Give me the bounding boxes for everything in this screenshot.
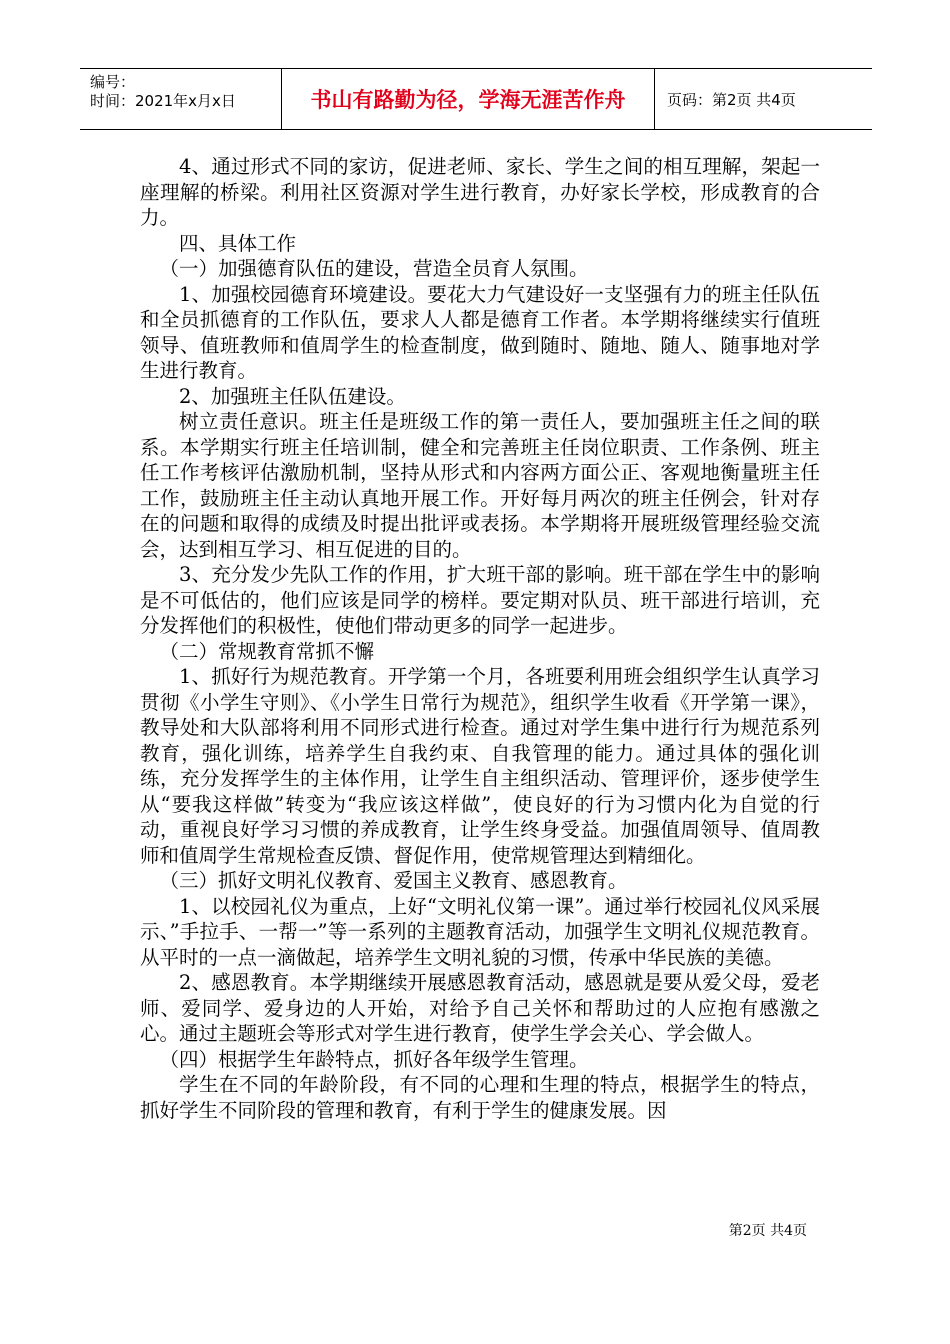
- header-page-label: 页码：第2页 共4页: [667, 90, 796, 109]
- paragraph: 2、加强班主任队伍建设。: [179, 384, 406, 408]
- paragraph: 1、加强校园德育环境建设。要花大力气建设好一支坚强有力的班主任队伍和全员抓德育的工作队伍，要求人人都是德育工作者。本学期将继续实行值班领导、值班教师和值周学生的检查制度，做到随时、随地、随人、随事地对学生进行教育。: [140, 282, 820, 382]
- subsection-heading: （三）抓好文明礼仪教育、爱国主义教育、感恩教育。: [159, 869, 628, 892]
- page-footer: 第2页 共4页: [728, 1223, 807, 1239]
- paragraph: 4、通过形式不同的家访，促进老师、家长、学生之间的相互理解，架起一座理解的桥梁。利用社区资源对学生进行教育，办好家长学校，形成教育的合力。: [140, 155, 820, 229]
- document-body: [140, 154, 820, 1123]
- subsection-heading: （二）常规教育常抓不懈: [159, 639, 375, 663]
- paragraph: 学生在不同的年龄阶段，有不同的心理和生理的特点，根据学生的特点，抓好学生不同阶段的管理和教育，有利于学生的健康发展。因: [140, 1073, 820, 1122]
- section-heading: 四、具体工作: [179, 231, 297, 255]
- paragraph: 3、充分发少先队工作的作用，扩大班干部的影响。班干部在学生中的影响是不可低估的，他们应该是同学的榜样。要定期对队员、班干部进行培训，充分发挥他们的积极性，使他们带动更多的同学一起进步。: [140, 563, 820, 637]
- paragraph: 2、感恩教育。本学期继续开展感恩教育活动，感恩就是要从爱父母，爱老师、爱同学、爱身边的人开始，对给予自己关怀和帮助过的人应抱有感激之心。通过主题班会等形式对学生进行教育，使学生学会关心、学会做人。: [140, 971, 820, 1045]
- page-header: [80, 68, 872, 130]
- subsection-heading: （一）加强德育队伍的建设，营造全员育人氛围。: [159, 257, 589, 280]
- time-label: 时间：2021年x月x日: [90, 92, 236, 110]
- header-meta: [80, 69, 282, 129]
- paragraph: 1、抓好行为规范教育。开学第一个月，各班要利用班会组织学生认真学习贯彻《小学生守则》、《小学生日常行为规范》，组织学生收看《开学第一课》，教导处和大队部将利用不同形式进行检查。通过对学生集中进行行为规范系列教育，强化训练，培养学生自我约束、自我管理的能力。通过具体的强化训练，充分发挥学生的主体作用，让学生自主组织活动、管理评价，逐步使学生从“要我这样做”转变为“我应该这样做”，使良好的行为习惯内化为自觉的行动，重视良好学习习惯的养成教育，让学生终身受益。加强值周领导、值周教师和值周学生常规检查反馈、督促作用，使常规管理达到精细化。: [140, 665, 820, 867]
- subsection-heading: （四）根据学生年龄特点，抓好各年级学生管理。: [159, 1047, 589, 1071]
- motto: 书山有路勤为径，学海无涯苦作舟: [282, 69, 655, 129]
- paragraph: 树立责任意识。班主任是班级工作的第一责任人，要加强班主任之间的联系。本学期实行班主任培训制，健全和完善班主任岗位职责、工作条例、班主任工作考核评估激励机制，坚持从形式和内容两方面公正、客观地衡量班主任工作，鼓励班主任主动认真地开展工作。开好每月两次的班主任例会，针对存在的问题和取得的成绩及时提出批评或表扬。本学期将开展班级管理经验交流会，达到相互学习、相互促进的目的。: [140, 410, 820, 561]
- number-label: 编号：: [90, 73, 136, 91]
- paragraph: 1、以校园礼仪为重点，上好“文明礼仪第一课”。通过举行校园礼仪风采展示、”手拉手、一帮一”等一系列的主题教育活动，加强学生文明礼仪规范教育。从平时的一点一滴做起，培养学生文明礼貌的习惯，传承中华民族的美德。: [140, 894, 820, 969]
